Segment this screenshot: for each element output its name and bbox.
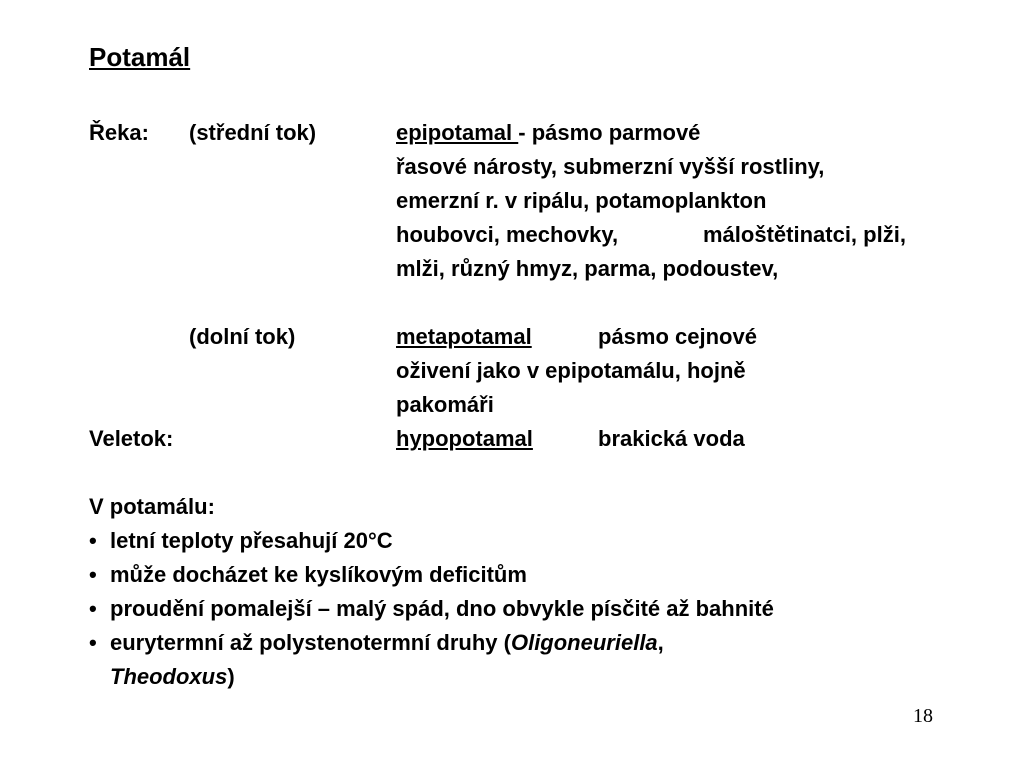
epipotamal-desc-1: řasové nárosty, submerzní vyšší rostliny, xyxy=(396,154,825,179)
bullet-icon: • xyxy=(89,528,97,553)
taxon-oligoneuriella: Oligoneuriella xyxy=(510,630,658,655)
epipotamal-term: epipotamal xyxy=(396,120,519,145)
epipotamal-desc-2: emerzní r. v ripálu, potamoplankton xyxy=(396,188,767,213)
dolni-tok-label: (dolní tok) xyxy=(189,324,296,349)
bullet-item-2: může docházet ke kyslíkovým deficitům xyxy=(110,562,527,587)
bullet-icon: • xyxy=(89,630,97,655)
metapotamal-zone: pásmo cejnové xyxy=(598,324,757,349)
epipotamal-desc-4: mlži, různý hmyz, parma, podoustev, xyxy=(396,256,779,281)
epipotamal-desc-3a: houbovci, mechovky, xyxy=(396,222,619,247)
metapotamal-term: metapotamal xyxy=(396,324,532,349)
bullet-item-4: eurytermní až polystenotermní druhy (Oligoneuriella, xyxy=(110,630,664,655)
bullet-icon: • xyxy=(89,596,97,621)
bullet-item-1: letní teploty přesahují 20°C xyxy=(110,528,393,553)
bullet-item-4-cont: Theodoxus) xyxy=(110,664,235,689)
metapotamal-desc-2: pakomáři xyxy=(396,392,494,417)
epipotamal-line xyxy=(396,116,700,150)
reka-label: Řeka: xyxy=(89,120,149,145)
stredni-tok-label: (střední tok) xyxy=(189,120,317,145)
page-number: 18 xyxy=(913,705,933,727)
bullet-icon: • xyxy=(89,562,97,587)
taxon-theodoxus: Theodoxus xyxy=(110,664,228,689)
metapotamal-desc-1: oživení jako v epipotamálu, hojně xyxy=(396,358,746,383)
epipotamal-zone: - pásmo parmové xyxy=(518,120,701,145)
hypopotamal-zone: brakická voda xyxy=(598,426,745,451)
potamalu-heading: V potamálu: xyxy=(89,494,215,519)
veletok-label: Veletok: xyxy=(89,426,174,451)
bullet-item-3: proudění pomalejší – malý spád, dno obvykle písčité až bahnité xyxy=(110,596,774,621)
epipotamal-desc-3b: máloštětinatci, plži, xyxy=(703,222,906,247)
slide-title: Potamál xyxy=(89,42,191,72)
hypopotamal-term: hypopotamal xyxy=(396,426,533,451)
